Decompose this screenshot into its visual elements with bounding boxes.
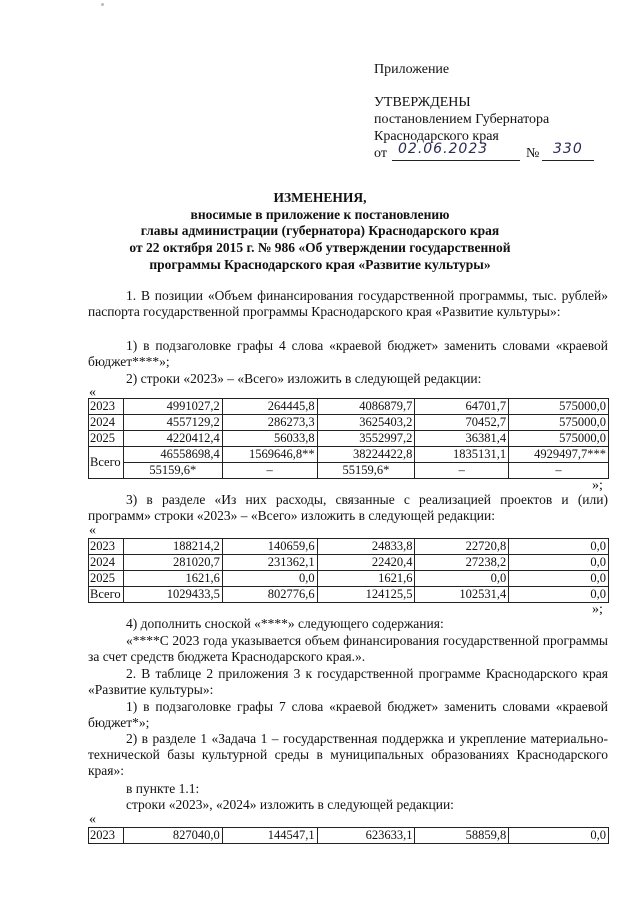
paragraph-1-4: 4) дополнить сноской «****» следующего содержания: [126,616,444,631]
table-cell: 4086879,7 [317,399,415,415]
table-cell: 0,0 [415,571,509,587]
table-cell: 827040,0 [123,828,222,844]
paragraph-2-3: в пункте 1.1: [126,781,200,796]
table-cell: 802776,6 [222,587,317,603]
table-cell: 575000,0 [509,431,609,447]
table-cell: 1621,6 [317,571,415,587]
table-cell: 3625403,2 [317,415,415,431]
scan-artifact [101,3,104,6]
table-cell: 2024 [89,555,124,571]
table3-open-quote: « [89,812,96,827]
number-prefix: № [526,146,540,161]
paragraph-1-1: 1) в подзаголовке графы 4 слова «краевой бюджет» заменить словами «краевой бюджет****»; [88,338,608,369]
doc-title-line2: вносимые в приложение к постановлению [190,207,450,222]
table-cell: 4991027,2 [123,399,222,415]
table-cell: 281020,7 [123,555,222,571]
table-row [89,431,609,447]
table-row [89,587,609,603]
date-underline [392,160,520,161]
table-cell: 2024 [89,415,124,431]
footnote-text: «****С 2023 года указывается объем финансирования государственной программы за счет средств бюджета Краснодарского края.». [88,633,608,664]
table-cell: 2023 [89,539,124,555]
table-cell: 58859,8 [415,828,509,844]
table-cell: 231362,1 [222,555,317,571]
table2-close-quote: »; [592,602,603,617]
table-row-total [89,447,609,463]
table-cell: 188214,2 [123,539,222,555]
table-cell: 0,0 [509,828,609,844]
appendix-label: Приложение [374,62,450,77]
table-cell: Всего [89,587,124,603]
table-cell: 70452,7 [415,415,509,431]
table-row [89,828,609,844]
table-cell: 2025 [89,431,124,447]
table-cell: 264445,8 [222,399,317,415]
approved-region-line: Краснодарского края [374,129,499,144]
table-cell: 55159,6* [123,463,222,479]
table-cell: 24833,8 [317,539,415,555]
doc-title: ИЗМЕНЕНИЯ, [273,190,367,205]
table-cell: 3552997,2 [317,431,415,447]
paragraph-1: 1. В позиции «Объем финансирования государственной программы, тыс. рублей» паспорта государственной программы Краснодарского края «Развитие культуры»: [88,288,608,319]
table-cell: 102531,4 [415,587,509,603]
table-cell: 36381,4 [415,431,509,447]
handwritten-number: 330 [553,141,583,157]
financing-table [88,398,609,479]
table1-open-quote: « [89,385,96,400]
table-cell: 4220412,4 [123,431,222,447]
paragraph-2: 2. В таблице 2 приложения 3 к государственной программе Краснодарского края «Развитие культуры»: [88,666,608,697]
table-cell: 2023 [89,828,124,844]
table-cell: 56033,8 [222,431,317,447]
table-row [89,571,609,587]
table-cell: 1621,6 [123,571,222,587]
table-row [89,539,609,555]
table-row [89,415,609,431]
table-cell: 124125,5 [317,587,415,603]
table-cell: 1835131,1 [415,447,509,463]
table-cell: 623633,1 [317,828,415,844]
table1-close-quote: »; [592,478,603,493]
paragraph-2-2: 2) в разделе 1 «Задача 1 – государственная поддержка и укрепление материально-технической базы культурной среды в муниципальных образованиях Краснодарского края»: [88,731,608,778]
paragraph-1-3: 3) в разделе «Из них расходы, связанные с реализацией проектов и (или) программ» строки «2023» – «Всего» изложить в следующей редакции: [88,492,608,523]
table-cell: 575000,0 [509,415,609,431]
table-cell: 64701,7 [415,399,509,415]
table-cell: 0,0 [509,555,609,571]
table-row [89,399,609,415]
table-cell: 27238,2 [415,555,509,571]
table-cell: – [415,463,509,479]
table-cell: 2025 [89,571,124,587]
paragraph-1-2: 2) строки «2023» – «Всего» изложить в следующей редакции: [126,371,482,386]
table-cell: – [222,463,317,479]
doc-title-line3: главы администрации (губернатора) Краснодарского края [140,223,500,238]
approved-by-line: постановлением Губернатора [374,112,550,127]
table-cell: 286273,3 [222,415,317,431]
task-table [88,827,609,844]
table-cell: 46558698,4 [123,447,222,463]
table-cell: 2023 [89,399,124,415]
table-cell: 1029433,5 [123,587,222,603]
table-cell: – [509,463,609,479]
doc-title-line4: от 22 октября 2015 г. № 986 «Об утверждении государственной [129,240,511,255]
paragraph-2-4: строки «2023», «2024» изложить в следующей редакции: [126,797,454,812]
table-cell: 1569646,8** [222,447,317,463]
table-cell: 0,0 [509,571,609,587]
total-label: Всего [89,447,124,479]
approved-label: УТВЕРЖДЕНЫ [374,95,471,110]
date-prefix: от [374,146,387,161]
table-cell: 38224422,8 [317,447,415,463]
table-cell: 0,0 [509,539,609,555]
table2-open-quote: « [89,523,96,538]
table-row [89,555,609,571]
table-cell: 0,0 [222,571,317,587]
projects-table [88,538,609,603]
table-cell: 4929497,7*** [509,447,609,463]
table-cell: 0,0 [509,587,609,603]
handwritten-date: 02.06.2023 [398,141,489,157]
number-underline [542,160,594,161]
doc-title-line5: программы Краснодарского края «Развитие культуры» [149,257,491,272]
table-cell: 4557129,2 [123,415,222,431]
table-cell: 22420,4 [317,555,415,571]
table-cell: 575000,0 [509,399,609,415]
table-cell: 55159,6* [317,463,415,479]
table-row-total-sub [89,463,609,479]
table-cell: 144547,1 [222,828,317,844]
paragraph-2-1: 1) в подзаголовке графы 7 слова «краевой бюджет» заменить словами «краевой бюджет*»; [88,699,608,730]
table-cell: 140659,6 [222,539,317,555]
table-cell: 22720,8 [415,539,509,555]
